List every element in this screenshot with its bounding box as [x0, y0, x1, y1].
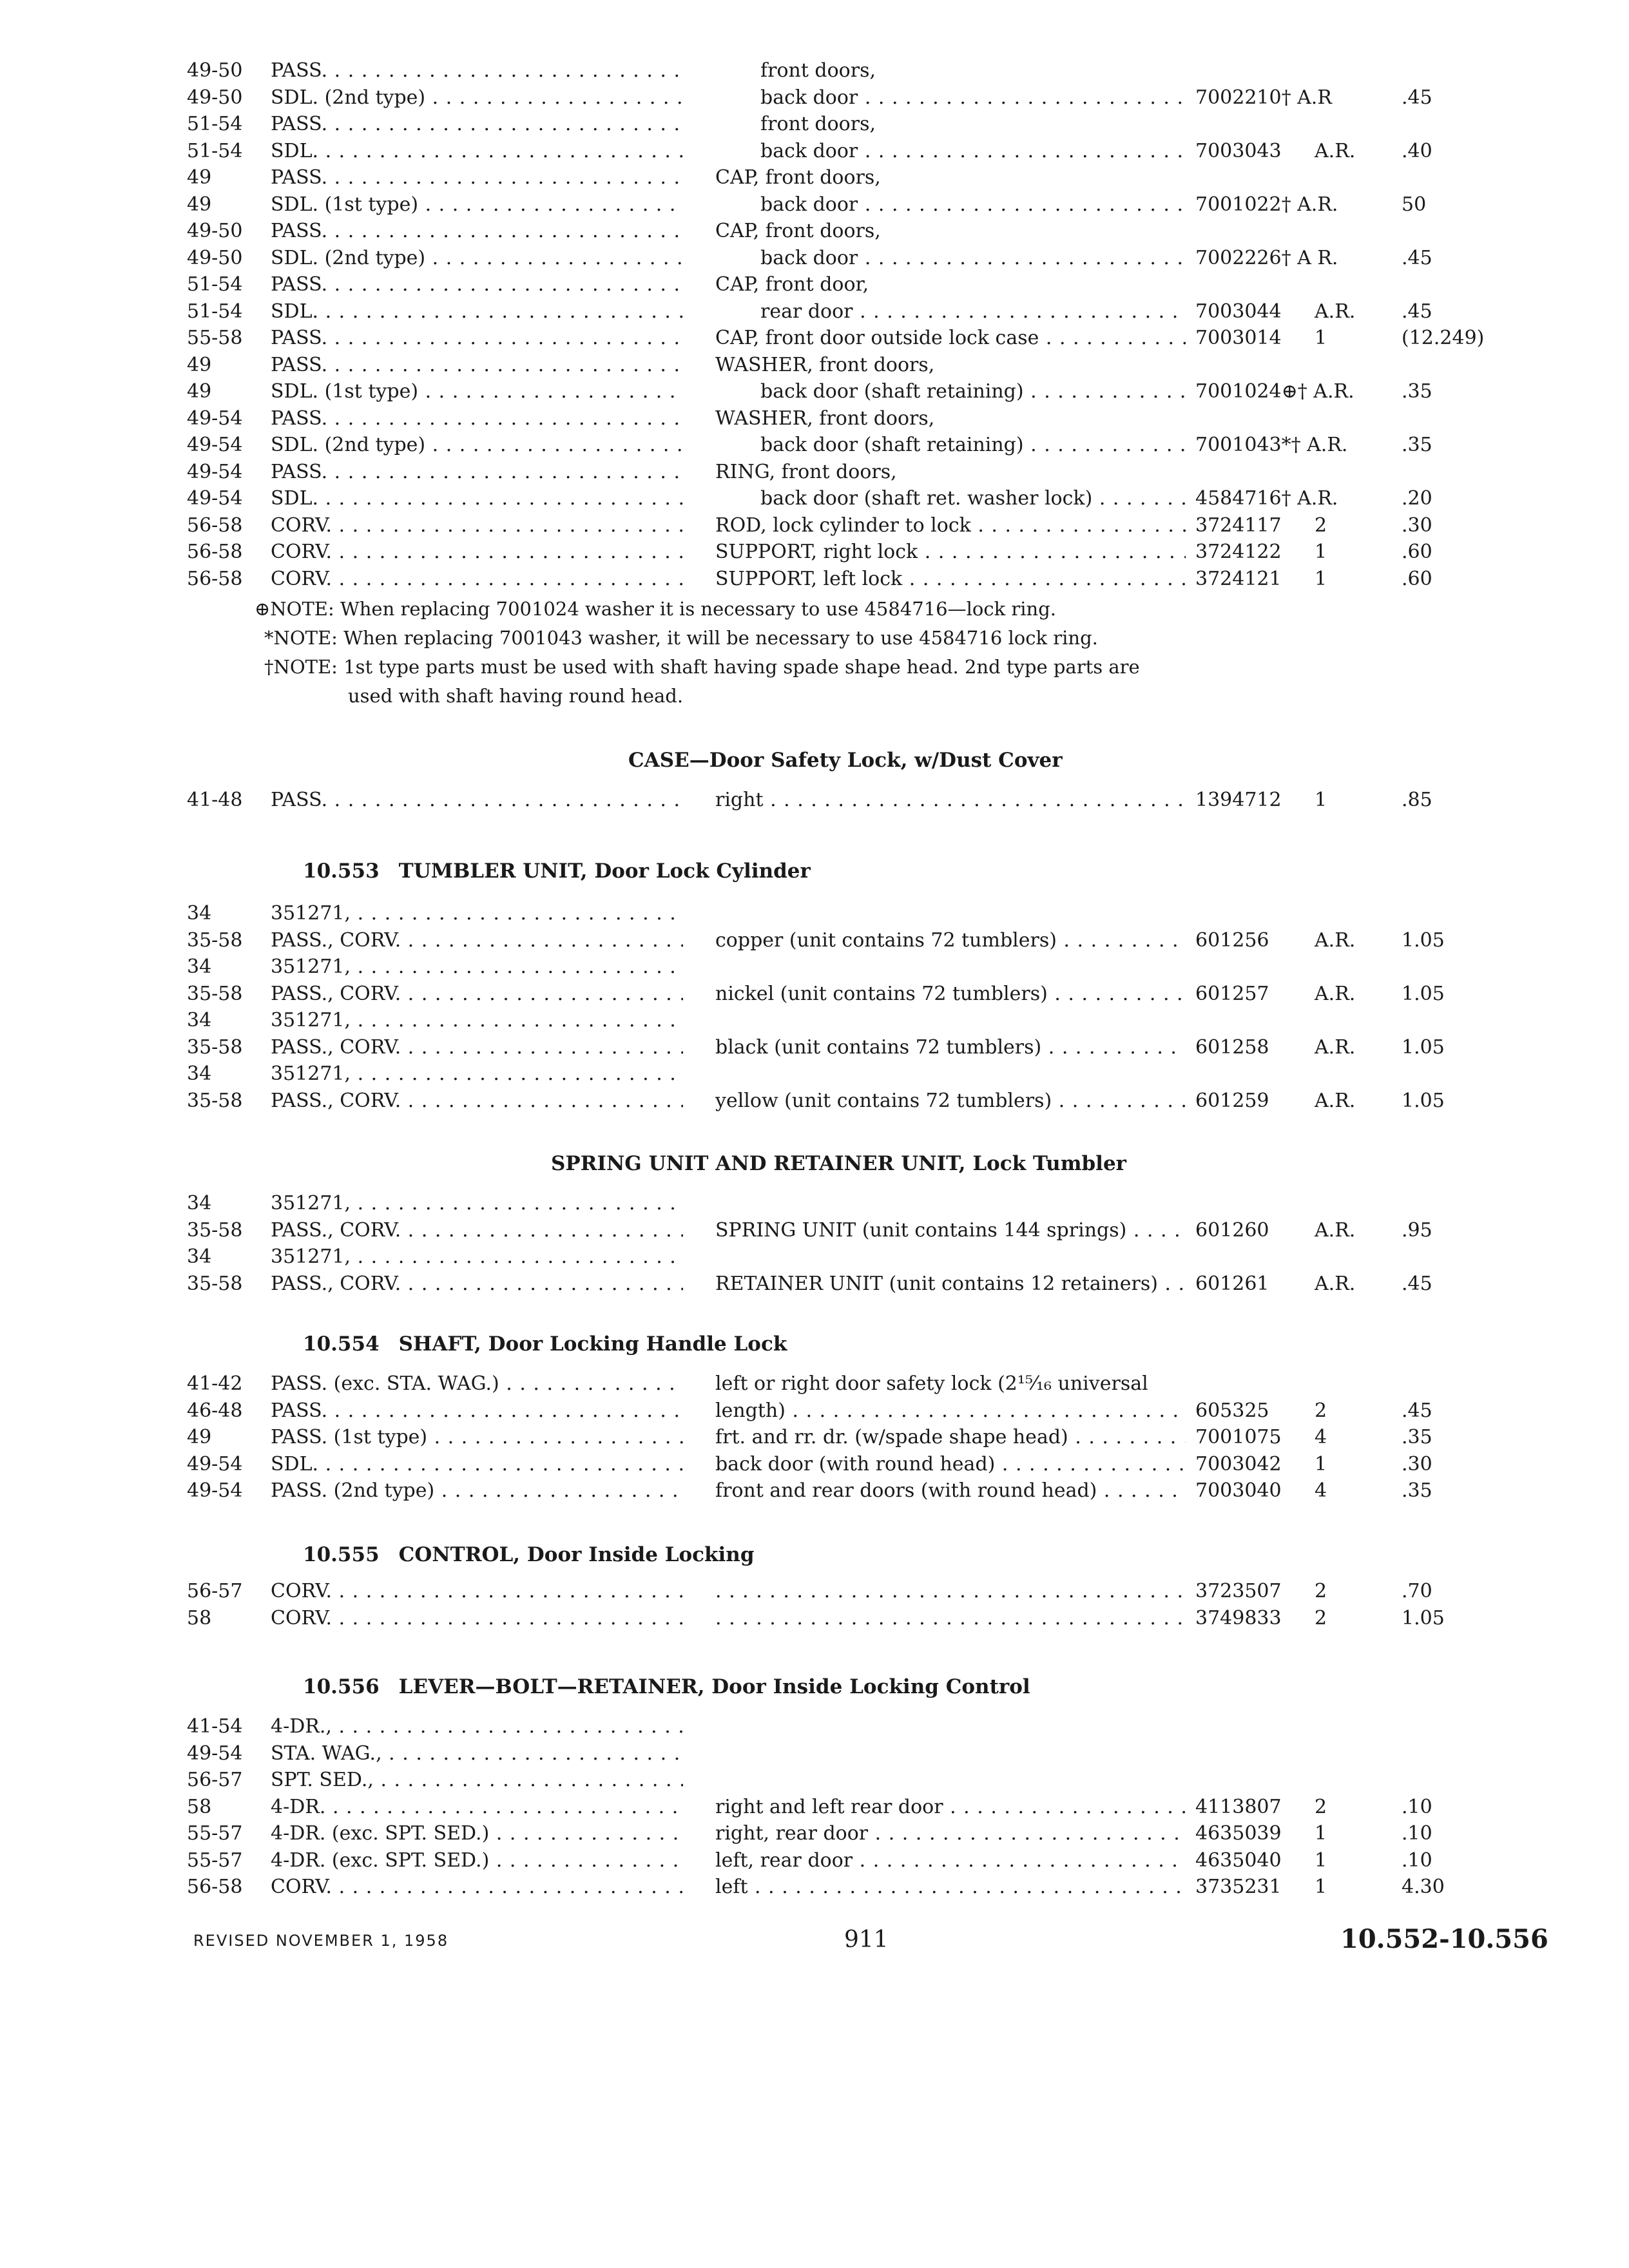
row-model: SDL. (1st type) . . .: [271, 192, 683, 218]
row-part-number: 1394712: [1195, 789, 1282, 811]
row-model: PASS., CORV. . . .: [271, 1271, 683, 1297]
row-description: right and left rear door . . .: [715, 1794, 1186, 1820]
row-price: .95: [1402, 1218, 1432, 1242]
row-years: 56-58: [187, 1876, 243, 1898]
row-model: CORV. . . .: [271, 1579, 683, 1604]
table-row: [0, 1714, 1629, 1740]
row-years: 56-58: [187, 567, 243, 590]
row-price: .35: [1402, 1479, 1432, 1502]
table-row: [0, 539, 1629, 565]
row-years: 56-58: [187, 541, 243, 563]
row-years: 35-58: [187, 1272, 243, 1295]
row-model: PASS. (1st type) . . .: [271, 1425, 683, 1450]
row-years: 34: [187, 1009, 212, 1032]
row-part-number: 7002226† A R.: [1195, 246, 1338, 269]
row-part-number: 7003014: [1195, 327, 1282, 349]
row-price: .45: [1402, 86, 1432, 109]
row-price: 4.30: [1402, 1876, 1445, 1898]
row-part-number: 4635039: [1195, 1822, 1282, 1845]
table-row: [0, 218, 1629, 244]
section-heading: CASE—Door Safety Lock, w/Dust Cover: [628, 749, 1063, 772]
row-model: 4-DR., . . .: [271, 1714, 683, 1740]
table-row: [0, 165, 1629, 191]
row-part-number: 4635040: [1195, 1849, 1282, 1872]
row-model: 351271, . . .: [271, 1191, 683, 1216]
row-years: 55-57: [187, 1822, 243, 1845]
row-part-number: 3735231: [1195, 1876, 1282, 1898]
row-model: PASS. . . .: [271, 459, 683, 485]
row-description: back door . . .: [760, 192, 1186, 218]
row-description: CAP, front doors,: [715, 220, 881, 242]
table-row: [0, 245, 1629, 271]
row-model: PASS. (exc. STA. WAG.) . . .: [271, 1371, 683, 1397]
row-part-number: 4584716† A.R.: [1195, 487, 1338, 510]
row-part-number: 3724117: [1195, 514, 1282, 537]
row-description: copper (unit contains 72 tumblers) . . .: [715, 928, 1186, 954]
row-years: 49: [187, 193, 212, 216]
row-model: 351271, . . .: [271, 901, 683, 927]
row-price: 1.05: [1402, 1035, 1445, 1059]
table-row: [0, 1088, 1629, 1114]
row-description: SUPPORT, left lock . . .: [715, 566, 1186, 592]
row-model: PASS. . . .: [271, 352, 683, 378]
row-years: 51-54: [187, 113, 243, 135]
table-row: [0, 1398, 1629, 1424]
table-row: [0, 1425, 1629, 1450]
row-model: SPT. SED., . . .: [271, 1767, 683, 1793]
table-row: [0, 513, 1629, 539]
row-years: 49-50: [187, 220, 243, 242]
row-description: CAP, front door outside lock case . . .: [715, 325, 1186, 351]
row-years: 58: [187, 1606, 212, 1629]
row-years: 49: [187, 1426, 212, 1448]
table-row: [0, 1035, 1629, 1061]
table-row: [0, 787, 1629, 813]
row-model: SDL. . . .: [271, 139, 683, 164]
row-years: 51-54: [187, 300, 243, 323]
table-row: [0, 325, 1629, 351]
row-years: 49-54: [187, 487, 243, 510]
row-years: 41-54: [187, 1715, 243, 1738]
row-description: front and rear doors (with round head) . . .: [715, 1478, 1186, 1504]
row-model: SDL. (2nd type) . . .: [271, 85, 683, 111]
table-row: [0, 486, 1629, 512]
row-price: .40: [1402, 139, 1432, 162]
row-quantity: A.R.: [1315, 300, 1356, 323]
row-price: .20: [1402, 487, 1432, 510]
row-part-number: 7003042: [1195, 1452, 1282, 1475]
row-description: RING, front doors,: [715, 460, 897, 483]
table-row: [0, 1767, 1629, 1793]
row-price: .35: [1402, 1426, 1432, 1448]
row-description: back door (with round head) . . .: [715, 1452, 1186, 1477]
table-row: [0, 1741, 1629, 1767]
row-description: left or right door safety lock (2¹⁵⁄₁₆ universal: [715, 1372, 1148, 1395]
row-quantity: 1: [1315, 541, 1327, 563]
row-description: back door . . .: [760, 139, 1186, 164]
row-part-number: 3749833: [1195, 1606, 1282, 1629]
row-price: 1.05: [1402, 928, 1445, 952]
row-model: PASS. (2nd type) . . .: [271, 1478, 683, 1504]
row-quantity: 4: [1315, 1426, 1327, 1448]
table-row: [0, 111, 1629, 137]
row-model: SDL. . . .: [271, 486, 683, 512]
row-years: 41-48: [187, 789, 243, 811]
row-quantity: 1: [1315, 1849, 1327, 1872]
row-part-number: 3724122: [1195, 541, 1282, 563]
row-price: .10: [1402, 1849, 1432, 1872]
row-model: SDL. . . .: [271, 1452, 683, 1477]
row-quantity: 1: [1315, 1876, 1327, 1898]
row-part-number: 601261: [1195, 1272, 1269, 1295]
table-row: [0, 1271, 1629, 1297]
footnote: used with shaft having round head.: [348, 685, 684, 707]
row-description: [715, 1606, 1186, 1631]
table-row: [0, 432, 1629, 458]
row-description: front doors,: [760, 59, 876, 82]
table-row: [0, 272, 1629, 298]
row-years: 56-57: [187, 1580, 243, 1602]
row-quantity: 1: [1315, 789, 1327, 811]
row-part-number: 3723507: [1195, 1580, 1282, 1602]
section-heading: [303, 860, 811, 883]
table-row: [0, 299, 1629, 325]
row-years: 35-58: [187, 928, 243, 952]
row-model: PASS., CORV. . . .: [271, 981, 683, 1007]
table-row: [0, 1371, 1629, 1397]
row-price: .45: [1402, 1399, 1432, 1422]
row-price: .70: [1402, 1580, 1432, 1602]
section-heading: [303, 1332, 787, 1356]
section-number: 10.554: [303, 1332, 380, 1356]
row-years: 49-54: [187, 1742, 243, 1765]
row-quantity: A.R.: [1315, 1035, 1356, 1059]
row-years: 51-54: [187, 139, 243, 162]
section-title: LEVER—BOLT—RETAINER, Door Inside Locking Control: [398, 1675, 1030, 1698]
page-number: 911: [844, 1927, 889, 1953]
row-price: .35: [1402, 380, 1432, 403]
table-row: [0, 1821, 1629, 1847]
row-years: 55-57: [187, 1849, 243, 1872]
row-part-number: 601260: [1195, 1218, 1269, 1242]
row-years: 35-58: [187, 1218, 243, 1242]
row-model: 4-DR. (exc. SPT. SED.) . . .: [271, 1848, 683, 1874]
row-description: length) . . .: [715, 1398, 1186, 1424]
row-model: PASS., CORV. . . .: [271, 1088, 683, 1114]
row-years: 46-48: [187, 1399, 243, 1422]
section-title: CONTROL, Door Inside Locking: [398, 1543, 755, 1566]
row-description: back door . . .: [760, 245, 1186, 271]
row-model: SDL. (1st type) . . .: [271, 379, 683, 405]
row-part-number: 7001043*† A.R.: [1195, 434, 1348, 456]
row-model: PASS., CORV. . . .: [271, 928, 683, 954]
row-model: 4-DR. (exc. SPT. SED.) . . .: [271, 1821, 683, 1847]
section-range: 10.552-10.556: [1340, 1924, 1548, 1954]
row-part-number: 601257: [1195, 982, 1269, 1005]
table-row: [0, 459, 1629, 485]
row-years: 49-54: [187, 460, 243, 483]
row-part-number: 3724121: [1195, 567, 1282, 590]
row-years: 49: [187, 166, 212, 189]
row-quantity: 4: [1315, 1479, 1327, 1502]
row-part-number: 601259: [1195, 1089, 1269, 1112]
row-model: CORV. . . .: [271, 539, 683, 565]
row-quantity: 1: [1315, 567, 1327, 590]
row-years: 49-50: [187, 86, 243, 109]
row-part-number: 4113807: [1195, 1795, 1282, 1818]
row-quantity: A.R.: [1315, 1218, 1356, 1242]
row-description: back door (shaft retaining) . . .: [760, 432, 1186, 458]
row-quantity: A.R.: [1315, 1272, 1356, 1295]
row-model: PASS. . . .: [271, 787, 683, 813]
row-description: WASHER, front doors,: [715, 353, 935, 376]
row-model: CORV. . . .: [271, 566, 683, 592]
table-row: [0, 406, 1629, 432]
table-row: [0, 901, 1629, 927]
row-quantity: 2: [1315, 1795, 1327, 1818]
row-model: PASS. . . .: [271, 325, 683, 351]
row-description: nickel (unit contains 72 tumblers) . . .: [715, 981, 1186, 1007]
table-row: [0, 352, 1629, 378]
row-model: PASS., CORV. . . .: [271, 1035, 683, 1061]
table-row: [0, 85, 1629, 111]
table-row: [0, 981, 1629, 1007]
row-model: 351271, . . .: [271, 1244, 683, 1270]
row-years: 34: [187, 1062, 212, 1085]
row-description: left, rear door . . .: [715, 1848, 1186, 1874]
row-price: 50: [1402, 193, 1427, 216]
row-quantity: A.R.: [1315, 982, 1356, 1005]
row-model: PASS. . . .: [271, 1398, 683, 1424]
row-years: 56-58: [187, 514, 243, 537]
table-row: [0, 1579, 1629, 1604]
row-years: 49-54: [187, 434, 243, 456]
section-heading: [303, 1543, 755, 1566]
row-part-number: 7002210† A.R: [1195, 86, 1332, 109]
footnote: ⊕NOTE: When replacing 7001024 washer it is necessary to use 4584716—lock ring.: [255, 598, 1056, 620]
row-model: PASS. . . .: [271, 218, 683, 244]
row-quantity: 2: [1315, 1580, 1327, 1602]
row-years: 49-50: [187, 59, 243, 82]
table-row: [0, 139, 1629, 164]
table-row: [0, 192, 1629, 218]
row-model: 351271, . . .: [271, 1061, 683, 1087]
row-description: ROD, lock cylinder to lock . . .: [715, 513, 1186, 539]
table-row: [0, 1794, 1629, 1820]
row-model: PASS. . . .: [271, 272, 683, 298]
row-model: 4-DR. . . .: [271, 1794, 683, 1820]
footer-revised: REVISED NOVEMBER 1, 1958: [193, 1932, 449, 1950]
row-years: 49: [187, 380, 212, 403]
section-heading: [303, 1675, 1030, 1698]
row-part-number: 7001022† A.R.: [1195, 193, 1338, 216]
row-model: 351271, . . .: [271, 1008, 683, 1033]
row-description: CAP, front doors,: [715, 166, 881, 189]
table-row: [0, 1606, 1629, 1631]
row-price: 1.05: [1402, 1606, 1445, 1629]
row-model: STA. WAG., . . .: [271, 1741, 683, 1767]
footnote: *NOTE: When replacing 7001043 washer, it will be necessary to use 4584716 lock ring.: [264, 627, 1098, 649]
section-number: 10.556: [303, 1675, 380, 1698]
section-number: 10.553: [303, 860, 380, 883]
row-description: WASHER, front doors,: [715, 407, 935, 430]
row-model: PASS., CORV. . . .: [271, 1218, 683, 1244]
row-model: SDL. (2nd type) . . .: [271, 432, 683, 458]
row-years: 49: [187, 353, 212, 376]
row-price: .45: [1402, 1272, 1432, 1295]
row-description: RETAINER UNIT (unit contains 12 retainers) . . .: [715, 1271, 1186, 1297]
row-years: 49-50: [187, 246, 243, 269]
row-model: SDL. . . .: [271, 299, 683, 325]
row-model: PASS. . . .: [271, 165, 683, 191]
table-row: [0, 1478, 1629, 1504]
row-description: [715, 1579, 1186, 1604]
table-row: [0, 1191, 1629, 1216]
table-row: [0, 1244, 1629, 1270]
row-quantity: 2: [1315, 514, 1327, 537]
footnote: †NOTE: 1st type parts must be used with shaft having spade shape head. 2nd type parts are: [264, 656, 1140, 678]
row-description: CAP, front door,: [715, 273, 869, 296]
row-quantity: 1: [1315, 327, 1327, 349]
table-row: [0, 1452, 1629, 1477]
row-description: back door . . .: [760, 85, 1186, 111]
row-model: CORV. . . .: [271, 1874, 683, 1900]
row-years: 34: [187, 1192, 212, 1215]
table-row: [0, 1008, 1629, 1033]
row-price: .10: [1402, 1795, 1432, 1818]
row-part-number: 7001024⊕† A.R.: [1195, 380, 1354, 403]
row-description: frt. and rr. dr. (w/spade shape head) . . .: [715, 1425, 1186, 1450]
section-heading: SPRING UNIT AND RETAINER UNIT, Lock Tumbler: [551, 1152, 1127, 1175]
table-row: [0, 928, 1629, 954]
row-description: rear door . . .: [760, 299, 1186, 325]
row-model: PASS. . . .: [271, 111, 683, 137]
row-years: 55-58: [187, 327, 243, 349]
row-description: right, rear door . . .: [715, 1821, 1186, 1847]
row-price: .60: [1402, 541, 1432, 563]
table-row: [0, 954, 1629, 980]
row-price: .45: [1402, 300, 1432, 323]
row-years: 34: [187, 1245, 212, 1268]
row-description: back door (shaft ret. washer lock) . . .: [760, 486, 1186, 512]
table-row: [0, 1061, 1629, 1087]
row-model: PASS. . . .: [271, 58, 683, 84]
row-years: 49-54: [187, 407, 243, 430]
row-years: 41-42: [187, 1372, 243, 1395]
table-row: [0, 1218, 1629, 1244]
row-part-number: 601258: [1195, 1035, 1269, 1059]
row-years: 34: [187, 902, 212, 925]
row-description: SPRING UNIT (unit contains 144 springs) . . .: [715, 1218, 1186, 1244]
row-years: 49-54: [187, 1479, 243, 1502]
row-model: 351271, . . .: [271, 954, 683, 980]
row-price: .30: [1402, 1452, 1432, 1475]
row-years: 35-58: [187, 1035, 243, 1059]
row-model: CORV. . . .: [271, 1606, 683, 1631]
table-row: [0, 1848, 1629, 1874]
row-part-number: 7003043: [1195, 139, 1282, 162]
row-years: 56-57: [187, 1769, 243, 1791]
row-quantity: A.R.: [1315, 139, 1356, 162]
row-years: 49-54: [187, 1452, 243, 1475]
section-title: TUMBLER UNIT, Door Lock Cylinder: [398, 860, 811, 883]
row-quantity: A.R.: [1315, 928, 1356, 952]
row-years: 34: [187, 956, 212, 978]
row-years: 35-58: [187, 982, 243, 1005]
row-price: (12.249): [1402, 327, 1485, 349]
row-description: SUPPORT, right lock . . .: [715, 539, 1186, 565]
row-years: 51-54: [187, 273, 243, 296]
row-price: 1.05: [1402, 982, 1445, 1005]
row-part-number: 7003040: [1195, 1479, 1282, 1502]
row-price: .45: [1402, 246, 1432, 269]
row-price: .60: [1402, 567, 1432, 590]
section-title: SHAFT, Door Locking Handle Lock: [398, 1332, 787, 1356]
row-model: CORV. . . .: [271, 513, 683, 539]
row-quantity: A.R.: [1315, 1089, 1356, 1112]
row-model: PASS. . . .: [271, 406, 683, 432]
row-part-number: 7001075: [1195, 1426, 1282, 1448]
row-quantity: 2: [1315, 1399, 1327, 1422]
row-price: .85: [1402, 789, 1432, 811]
row-quantity: 1: [1315, 1822, 1327, 1845]
row-description: front doors,: [760, 113, 876, 135]
table-row: [0, 1874, 1629, 1900]
row-quantity: 1: [1315, 1452, 1327, 1475]
row-years: 35-58: [187, 1089, 243, 1112]
row-part-number: 605325: [1195, 1399, 1269, 1422]
row-description: black (unit contains 72 tumblers) . . .: [715, 1035, 1186, 1061]
row-part-number: 7003044: [1195, 300, 1282, 323]
row-price: .35: [1402, 434, 1432, 456]
table-row: [0, 379, 1629, 405]
row-price: .10: [1402, 1822, 1432, 1845]
row-description: right . . .: [715, 787, 1186, 813]
row-price: .30: [1402, 514, 1432, 537]
row-description: left . . .: [715, 1874, 1186, 1900]
row-description: back door (shaft retaining) . . .: [760, 379, 1186, 405]
section-number: 10.555: [303, 1543, 380, 1566]
table-row: [0, 58, 1629, 84]
row-model: SDL. (2nd type) . . .: [271, 245, 683, 271]
row-quantity: 2: [1315, 1606, 1327, 1629]
row-description: yellow (unit contains 72 tumblers) . . .: [715, 1088, 1186, 1114]
row-part-number: 601256: [1195, 928, 1269, 952]
row-price: 1.05: [1402, 1089, 1445, 1112]
row-years: 58: [187, 1795, 212, 1818]
table-row: [0, 566, 1629, 592]
